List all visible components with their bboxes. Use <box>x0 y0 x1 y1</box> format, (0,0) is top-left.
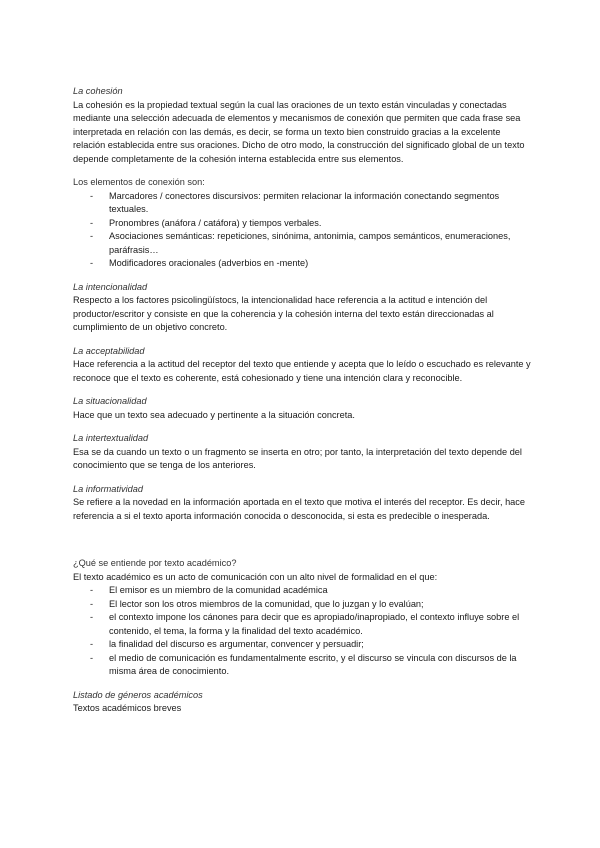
list-item: - el medio de comunicación es fundamentalmente escrito, y el discurso se vincula con discursos de la misma área de conocimiento. <box>73 652 533 679</box>
document-page <box>73 85 533 726</box>
section-heading: ¿Qué se entiende por texto académico? <box>73 558 237 568</box>
section-heading: La informatividad <box>73 483 143 494</box>
section-intentionality <box>73 281 533 335</box>
list-item: - Modificadores oracionales (adverbios en -mente) <box>73 257 533 271</box>
section-academic-text <box>73 557 533 679</box>
list-item: - El lector son los otros miembros de la comunidad, que lo juzgan y lo evalúan; <box>73 598 533 612</box>
list-item: - Asociaciones semánticas: repeticiones, sinónima, antonimia, campos semánticos, enumeraciones, paráfrasis… <box>73 230 533 257</box>
list-item: - el contexto impone los cánones para decir que es apropiado/inapropiado, el contexto influye sobre el contenido, el tema, la forma y la finalidad del texto académico. <box>73 611 533 638</box>
section-acceptability <box>73 345 533 386</box>
section-heading: Los elementos de conexión son: <box>73 177 205 187</box>
section-situationality <box>73 395 533 422</box>
section-heading: La acceptabilidad <box>73 345 145 356</box>
list-item: - El emisor es un miembro de la comunidad académica <box>73 584 533 598</box>
section-heading: Listado de géneros académicos <box>73 689 203 700</box>
section-informativity <box>73 483 533 524</box>
list-item: - la finalidad del discurso es argumentar, convencer y persuadir; <box>73 638 533 652</box>
section-genres <box>73 689 533 716</box>
section-body: Hace referencia a la actitud del receptor del texto que entiende y acepta que lo leído o escuchado es relevante y reconoce que el texto es coherente, está cohesionado y tiene una intención clara y reconocible. <box>73 359 531 383</box>
list-item: - Marcadores / conectores discursivos: permiten relacionar la información conectando segmentos textuales. <box>73 190 533 217</box>
section-intro: El texto académico es un acto de comunicación con un alto nivel de formalidad en el que: <box>73 571 438 582</box>
section-subheading: Textos académicos breves <box>73 703 182 713</box>
list-item: - Pronombres (anáfora / catáfora) y tiempos verbales. <box>73 217 533 231</box>
section-connection-elements <box>73 176 533 271</box>
section-body: Hace que un texto sea adecuado y pertinente a la situación concreta. <box>73 409 355 420</box>
section-body: Esa se da cuando un texto o un fragmento se inserta en otro; por tanto, la interpretación del texto depende del conocimiento que se tenga de los anteriores. <box>73 446 522 470</box>
section-body: Se refiere a la novedad en la información aportada en el texto que motiva el interés del receptor. Es decir, hace referencia a si el texto aporta información conocida o desconocida, si esta es predecible o inesperada. <box>73 497 525 521</box>
section-intertextuality <box>73 432 533 473</box>
spacer <box>73 533 533 557</box>
section-body: Respecto a los factores psicolingüístocs, la intencionalidad hace referencia a la actitud e intención del productor/escritor y consiste en que la coherencia y la cohesión interna del texto están direccionadas al cumplimiento de un objetivo concreto. <box>73 295 494 332</box>
section-body: La cohesión es la propiedad textual según la cual las oraciones de un texto están vinculadas y conectadas mediante una selección adecuada de elementos y mecanismos de conexión que permiten que cada frase sea interpretada en relación con las demás, es decir, se forma un texto bien construido gracias a la excelente relación establecida entre sus oraciones. Dicho de otro modo, la construcción del significado global de un texto depende completamente de la cohesión interna establecida entre sus elementos. <box>73 99 525 164</box>
section-cohesion <box>73 85 533 166</box>
section-heading: La intertextualidad <box>73 433 149 443</box>
section-heading: La cohesión <box>73 86 123 96</box>
connection-list <box>73 190 533 271</box>
section-heading: La situacionalidad <box>73 396 147 406</box>
academic-list <box>73 584 533 679</box>
section-heading: La intencionalidad <box>73 281 148 292</box>
